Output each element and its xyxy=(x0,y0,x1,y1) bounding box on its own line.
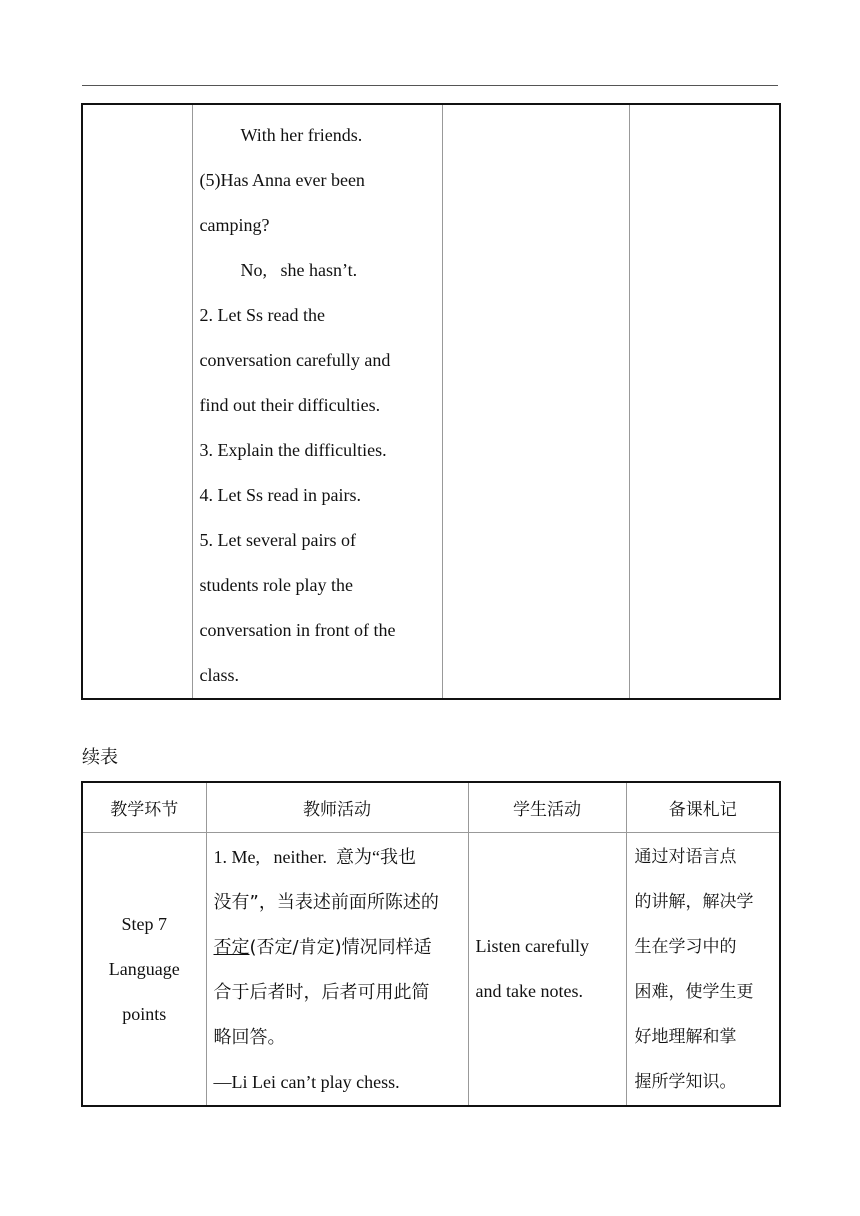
header-student-activity: 学生活动 xyxy=(468,782,626,833)
step-line: Step 7 xyxy=(121,913,167,934)
notes-cell-empty xyxy=(629,104,780,699)
text-line: (5)Has Anna ever been xyxy=(199,170,365,190)
text-line: 生在学习中的 xyxy=(634,937,737,957)
text-line: conversation carefully and xyxy=(199,350,391,370)
underlined-answer: 否定 xyxy=(213,937,250,958)
text-line: 5. Let several pairs of xyxy=(199,530,356,550)
text-line: 握所学知识。 xyxy=(634,1072,737,1092)
text-line: find out their difficulties. xyxy=(199,395,381,415)
text-line: students role play the xyxy=(199,575,353,595)
student-activity-cell xyxy=(468,833,626,1107)
text-line: 通过对语言点 xyxy=(634,847,737,867)
table-caption: 续表 xyxy=(82,747,118,768)
text-line: 4. Let Ss read in pairs. xyxy=(199,485,361,505)
lesson-notes-cell xyxy=(626,833,780,1107)
text-line: class. xyxy=(199,665,239,685)
step-line: points xyxy=(122,1003,167,1024)
text-line: 1. Me, neither. 意为“我也 xyxy=(213,847,416,867)
text-line: 好地理解和掌 xyxy=(634,1027,737,1047)
text-line: 合于后者时，后者可用此简 xyxy=(213,982,430,1003)
text-span: (否定/肯定)情况同样适 xyxy=(249,937,432,958)
step-cell-empty xyxy=(82,104,192,699)
step-line: Language xyxy=(108,958,180,979)
text-line: 略回答。 xyxy=(213,1027,286,1048)
text-line: 2. Let Ss read the xyxy=(199,305,325,325)
teacher-activity-cell xyxy=(206,833,468,1107)
header-rule xyxy=(82,85,778,86)
text-line: 的讲解，解决学 xyxy=(634,892,754,912)
header-lesson-notes: 备课札记 xyxy=(626,782,780,833)
text-line: and take notes. xyxy=(475,981,583,1001)
teacher-activity-cell xyxy=(192,104,442,699)
text-line: camping? xyxy=(199,215,270,235)
text-line: conversation in front of the xyxy=(199,620,396,640)
continued-lesson-table xyxy=(81,103,781,700)
table-row xyxy=(82,104,780,699)
header-teaching-stage: 教学环节 xyxy=(82,782,206,833)
text-line: Listen carefully xyxy=(475,936,589,956)
text-line: 困难，使学生更 xyxy=(634,982,754,1002)
text-line: No, she hasn’t. xyxy=(240,260,358,280)
step-cell xyxy=(82,833,206,1107)
header-teacher-activity: 教师活动 xyxy=(206,782,468,833)
text-line xyxy=(214,925,462,970)
text-line: —Li Lei can’t play chess. xyxy=(213,1072,400,1092)
text-line: 没有”，当表述前面所陈述的 xyxy=(213,892,439,913)
table-row xyxy=(82,833,780,1107)
text-line: With her friends. xyxy=(240,125,363,145)
text-line: 3. Explain the difficulties. xyxy=(199,440,387,460)
lesson-table xyxy=(81,781,781,1107)
header-row xyxy=(82,782,780,833)
student-activity-cell-empty xyxy=(442,104,629,699)
